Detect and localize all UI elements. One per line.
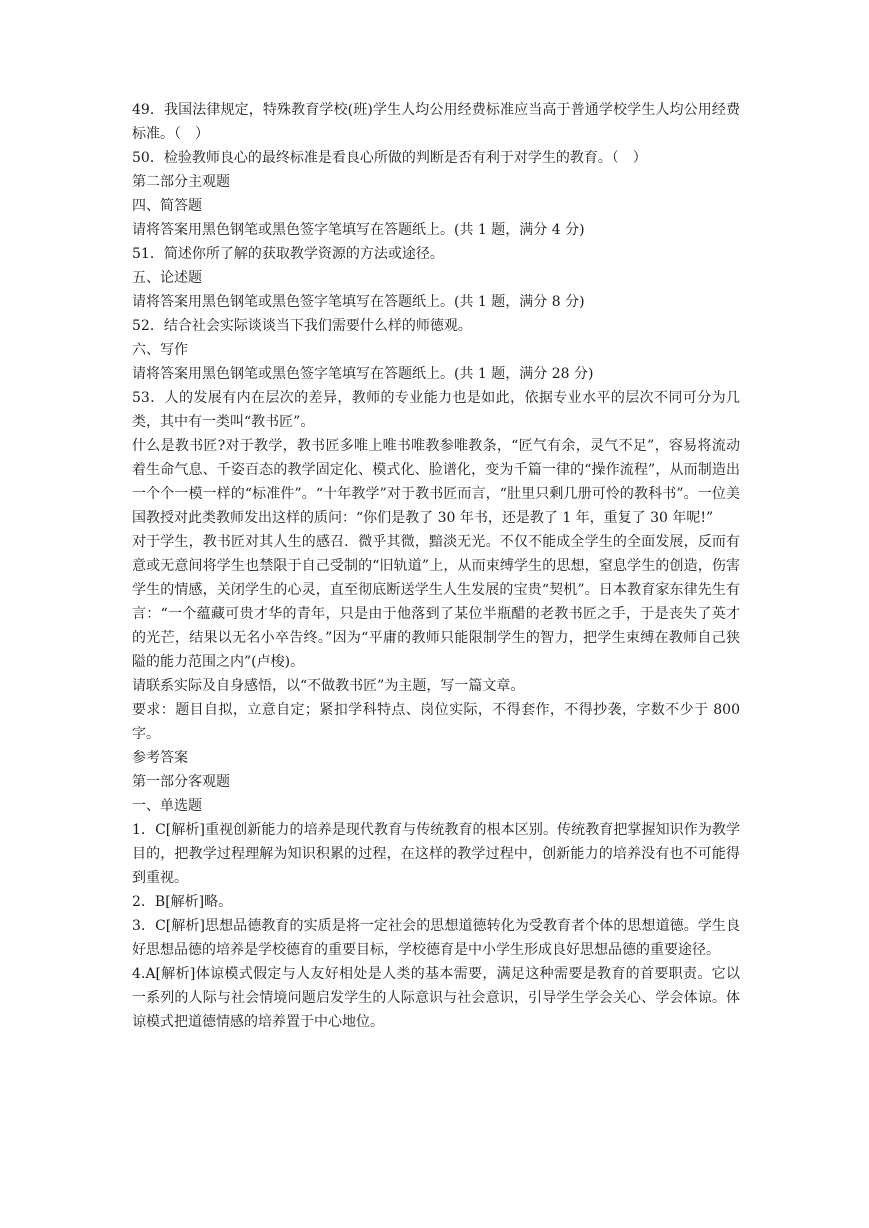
question-53-paragraph-1: 什么是教书匠?对于教学，教书匠多唯上唯书唯教参唯教条，“匠气有余，灵气不足”，容易将流动着生命气息、千姿百态的教学固定化、模式化、脸谱化，变为千篇一律的“操作流程”，从而制造出一个个一模一样的“标准件”。“十年教学”对于教书匠而言，“肚里只剩几册可怜的教科书”。一位美国教授对此类教师发出这样的质问：“你们是教了 30 年书，还是教了 1 年，重复了 30 年呢!” (132, 438, 740, 526)
instruction-essay: 请将答案用黑色钢笔或黑色签字笔填写在答题纸上。(共 1 题，满分 8 分) (132, 294, 585, 310)
question-49: 49．我国法律规定，特殊教育学校(班)学生人均公用经费标准应当高于普通学校学生人均公用经费标准。（ ） (132, 102, 740, 142)
answer-1: 1．C[解析]重视创新能力的培养是现代教育与传统教育的根本区别。传统教育把掌握知识作为教学目的，把教学过程理解为知识积累的过程，在这样的教学过程中，创新能力的培养没有也不可能得到重视。 (132, 822, 740, 886)
question-52: 52．结合社会实际谈谈当下我们需要什么样的师德观。 (132, 318, 472, 334)
answer-key-heading: 参考答案 (132, 750, 188, 766)
section-heading-objective: 第一部分客观题 (132, 774, 230, 790)
section-heading-subjective: 第二部分主观题 (132, 174, 230, 190)
document-body (132, 98, 740, 1034)
subsection-heading-short-answer: 四、简答题 (132, 198, 202, 214)
question-53-paragraph-2: 对于学生，教书匠对其人生的感召．微乎其微，黯淡无光。不仅不能成全学生的全面发展，反而有意或无意间将学生也禁限于自己受制的“旧轨道”上，从而束缚学生的思想，窒息学生的创造，伤害学生的情感，关闭学生的心灵，直至彻底断送学生人生发展的宝贵“契机”。日本教育家东律先生有言：“一个蕴藏可贵才华的青年，只是由于他落到了某位半瓶醋的老教书匠之手，于是丧失了英才的光芒，结果以无名小卒告终。”因为“平庸的教师只能限制学生的智力，把学生束缚在教师自己狭隘的能力范围之内”(卢梭)。 (132, 534, 740, 670)
subsection-heading-essay: 五、论述题 (132, 270, 202, 286)
question-53-task: 请联系实际及自身感悟，以“不做教书匠”为主题，写一篇文章。 (132, 678, 525, 694)
question-53-requirements: 要求：题目自拟，立意自定；紧扣学科特点、岗位实际，不得套作，不得抄袭，字数不少于 800 字。 (132, 702, 740, 742)
instruction-short-answer: 请将答案用黑色钢笔或黑色签字笔填写在答题纸上。(共 1 题，满分 4 分) (132, 222, 585, 238)
instruction-writing: 请将答案用黑色钢笔或黑色签字笔填写在答题纸上。(共 1 题，满分 28 分) (132, 366, 594, 382)
subsection-heading-writing: 六、写作 (132, 342, 188, 358)
question-50: 50．检验教师良心的最终标准是看良心所做的判断是否有利于对学生的教育。（ ） (132, 150, 647, 166)
answer-3: 3．C[解析]思想品德教育的实质是将一定社会的思想道德转化为受教育者个体的思想道德。学生良好思想品德的培养是学校德育的重要目标，学校德育是中小学生形成良好思想品德的重要途径。 (132, 918, 740, 958)
question-51: 51．简述你所了解的获取教学资源的方法或途径。 (132, 246, 444, 262)
subsection-heading-single-choice: 一、单选题 (132, 798, 202, 814)
question-53: 53．人的发展有内在层次的差异，教师的专业能力也是如此，依据专业水平的层次不同可分为几类，其中有一类叫“教书匠”。 (132, 390, 740, 430)
answer-4: 4.A[解析]体谅模式假定与人友好相处是人类的基本需要，满足这种需要是教育的首要职责。它以一系列的人际与社会情境问题启发学生的人际意识与社会意识，引导学生学会关心、学会体谅。体谅模式把道德情感的培养置于中心地位。 (132, 966, 740, 1030)
answer-2: 2．B[解析]略。 (132, 894, 233, 910)
